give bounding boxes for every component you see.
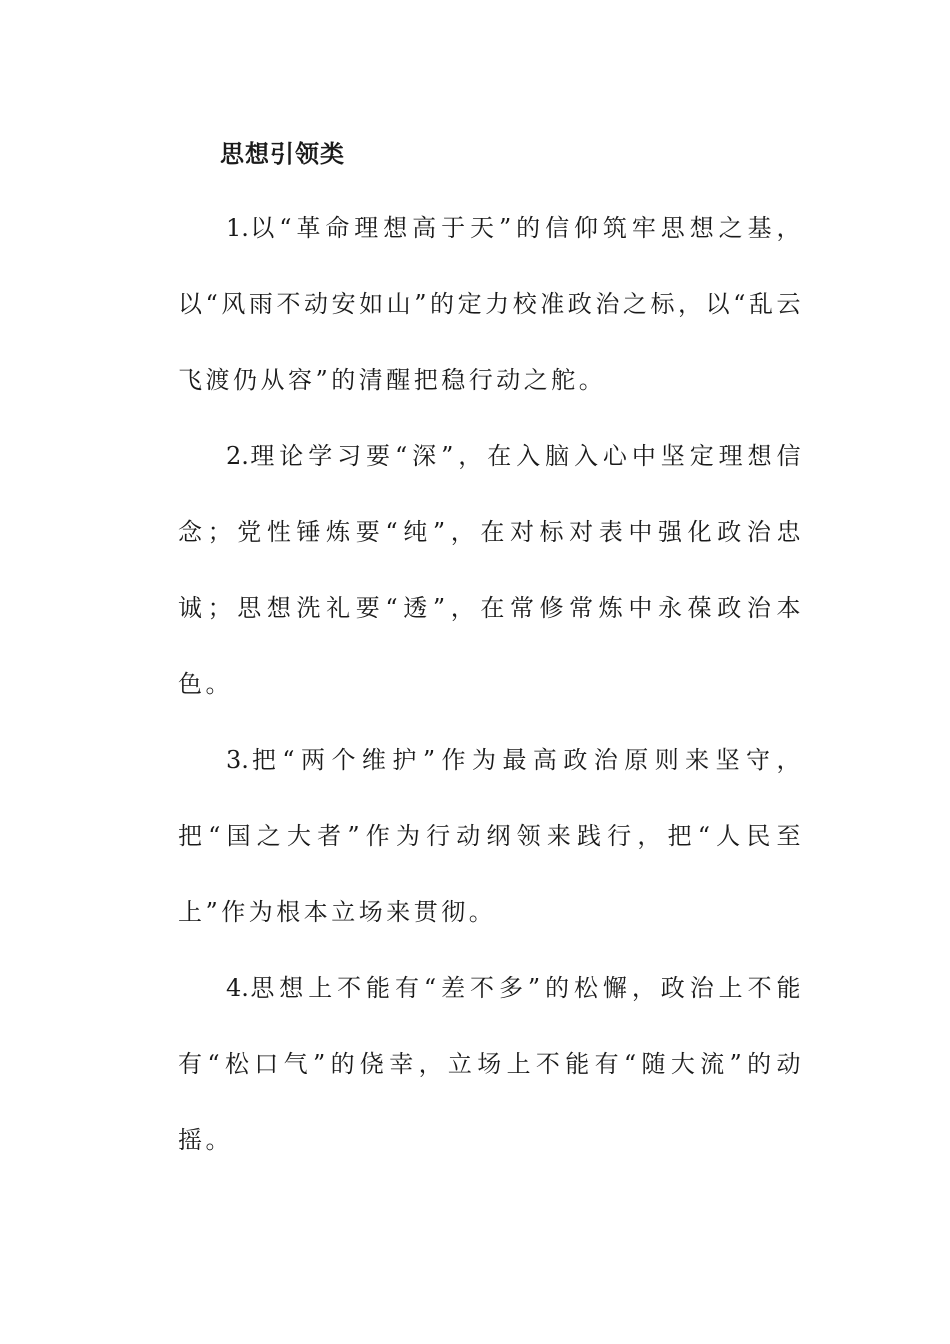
paragraph-number: 4.: [226, 974, 249, 1002]
paragraph-text: 理论学习要“深”，在入脑入心中坚定理想信念；党性锤炼要“纯”，在对标对表中强化政治忠诚；思想洗礼要“透”，在常修常炼中永葆政治本色。: [178, 442, 804, 698]
paragraph-number: 2.: [226, 442, 249, 470]
paragraph-4: [178, 950, 804, 1178]
paragraph-text: 把“两个维护”作为最高政治原则来坚守，把“国之大者”作为行动纲领来践行，把“人民至上”作为根本立场来贯彻。: [178, 746, 804, 926]
paragraph-text: 思想上不能有“差不多”的松懈，政治上不能有“松口气”的侥幸，立场上不能有“随大流”的动摇。: [178, 974, 804, 1154]
paragraph-3: [178, 722, 804, 950]
paragraph-text: 以“革命理想高于天”的信仰筑牢思想之基，以“风雨不动安如山”的定力校准政治之标，以“乱云飞渡仍从容”的清醒把稳行动之舵。: [178, 214, 804, 394]
paragraph-number: 3.: [226, 746, 249, 774]
paragraph-number: 1.: [226, 214, 249, 242]
paragraph-2: [178, 418, 804, 722]
section-heading: 思想引领类: [220, 139, 345, 168]
paragraph-1: [178, 190, 804, 418]
document-body: [178, 118, 804, 1178]
